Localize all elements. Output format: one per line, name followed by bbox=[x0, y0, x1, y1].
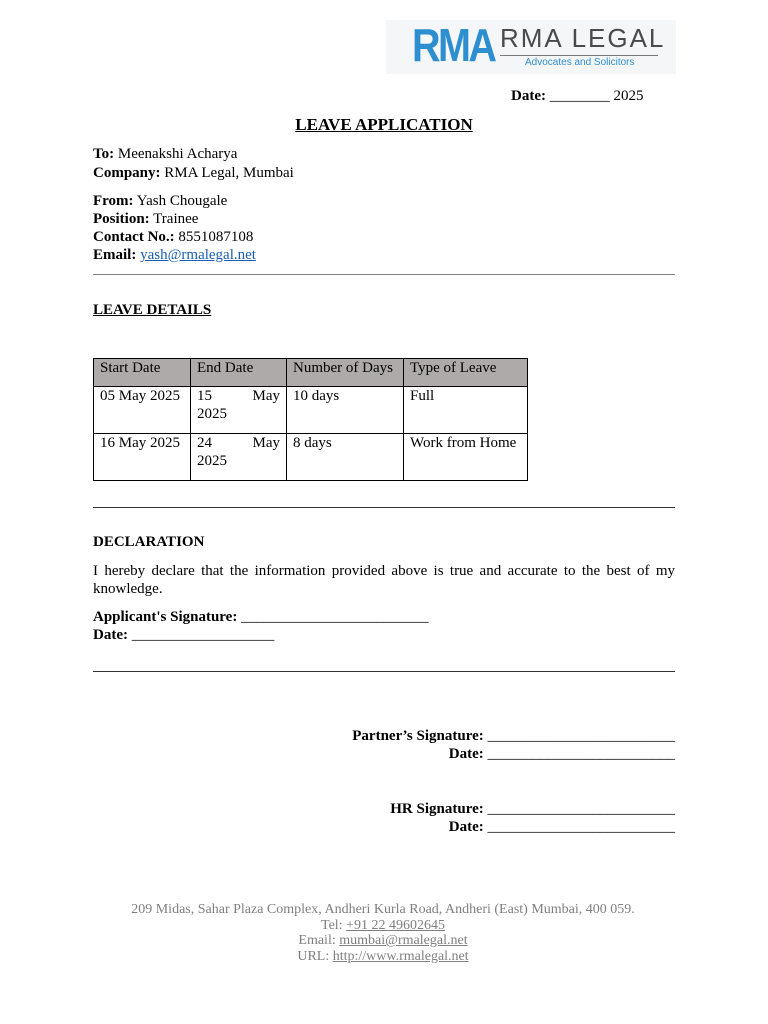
end-date-day-month bbox=[197, 434, 280, 452]
email-line bbox=[93, 246, 256, 264]
table-header-row bbox=[94, 359, 528, 387]
divider bbox=[93, 671, 675, 672]
footer-tel-link[interactable]: +91 22 49602645 bbox=[346, 917, 445, 933]
table-row bbox=[94, 434, 528, 481]
divider bbox=[93, 507, 675, 508]
document-date bbox=[511, 87, 643, 105]
column-header-end-date: End Date bbox=[191, 359, 287, 387]
logo-wordmark: RMA LEGAL bbox=[500, 23, 666, 53]
applicant-signature-line bbox=[93, 608, 429, 626]
position-line bbox=[93, 210, 198, 228]
date-year: 2025 bbox=[613, 88, 644, 104]
applicant-date-label: Date: bbox=[93, 627, 128, 643]
hr-date-blank: _________________________ bbox=[487, 819, 675, 835]
contact-label: Contact No.: bbox=[93, 229, 175, 245]
footer-tel bbox=[0, 918, 766, 934]
footer-email-link[interactable]: mumbai@rmalegal.net bbox=[339, 933, 468, 948]
to-label: To: bbox=[93, 146, 115, 162]
footer bbox=[0, 902, 766, 964]
logo-tagline: Advocates and Solicitors bbox=[525, 57, 635, 68]
leave-table bbox=[93, 358, 528, 481]
company-value: RMA Legal, Mumbai bbox=[164, 165, 294, 181]
footer-url bbox=[0, 949, 766, 965]
cell-number-of-days: 8 days bbox=[287, 434, 404, 481]
cell-type-of-leave: Full bbox=[404, 387, 528, 434]
partner-signature-blank: _________________________ bbox=[487, 728, 675, 744]
partner-signature-label: Partner’s Signature: bbox=[352, 728, 484, 744]
applicant-signature-label: Applicant's Signature: bbox=[93, 609, 238, 625]
column-header-start-date: Start Date bbox=[94, 359, 191, 387]
column-header-type-of-leave: Type of Leave bbox=[404, 359, 528, 387]
to-line bbox=[93, 145, 237, 163]
company-label: Company: bbox=[93, 165, 161, 181]
partner-date-label: Date: bbox=[448, 746, 484, 762]
footer-url-link[interactable]: http://www.rmalegal.net bbox=[332, 948, 469, 964]
logo-mark: RMA bbox=[412, 19, 495, 71]
table-row bbox=[94, 387, 528, 434]
applicant-date-blank: ___________________ bbox=[131, 627, 275, 643]
hr-signature-line bbox=[390, 800, 675, 818]
declaration-text: I hereby declare that the information provided above is true and accurate to the best of my knowledge. bbox=[93, 563, 675, 597]
footer-email bbox=[0, 933, 766, 949]
email-link[interactable]: yash@rmalegal.net bbox=[140, 247, 256, 263]
hr-signature-blank: _________________________ bbox=[487, 801, 675, 817]
end-date-year: 2025 bbox=[197, 453, 227, 469]
divider bbox=[93, 274, 675, 275]
hr-date-label: Date: bbox=[448, 819, 484, 835]
column-header-number-of-days: Number of Days bbox=[287, 359, 404, 387]
cell-start-date: 16 May 2025 bbox=[94, 434, 191, 481]
hr-signature-label: HR Signature: bbox=[390, 801, 484, 817]
partner-signature-line bbox=[352, 727, 675, 745]
declaration-heading: DECLARATION bbox=[93, 534, 205, 550]
from-value: Yash Chougale bbox=[136, 193, 228, 209]
end-date-day: 24 bbox=[197, 435, 212, 451]
company-logo bbox=[386, 20, 676, 74]
end-date-day-month bbox=[197, 387, 280, 405]
cell-end-date bbox=[191, 387, 287, 434]
from-label: From: bbox=[93, 193, 134, 209]
cell-number-of-days: 10 days bbox=[287, 387, 404, 434]
date-label: Date: bbox=[511, 88, 546, 104]
end-date-day: 15 bbox=[197, 388, 212, 404]
leave-details-heading: LEAVE DETAILS bbox=[93, 302, 212, 318]
page-title: LEAVE APPLICATION bbox=[295, 115, 473, 134]
to-value: Meenakshi Acharya bbox=[117, 146, 238, 162]
end-date-month: May bbox=[252, 388, 280, 404]
hr-date-line bbox=[449, 818, 675, 836]
applicant-date-line bbox=[93, 626, 274, 644]
cell-end-date bbox=[191, 434, 287, 481]
from-line bbox=[93, 192, 227, 210]
footer-email-label: Email: bbox=[298, 933, 336, 948]
applicant-signature-blank: _________________________ bbox=[241, 609, 429, 625]
contact-line bbox=[93, 228, 253, 246]
footer-tel-label: Tel: bbox=[321, 917, 343, 933]
footer-url-label: URL: bbox=[297, 948, 330, 964]
position-value: Trainee bbox=[153, 211, 199, 227]
cell-type-of-leave: Work from Home bbox=[404, 434, 528, 481]
contact-value: 8551087108 bbox=[178, 229, 254, 245]
end-date-month: May bbox=[252, 435, 280, 451]
date-blank: ________ bbox=[549, 88, 610, 104]
company-line bbox=[93, 164, 294, 182]
partner-date-line bbox=[449, 745, 675, 763]
footer-address: 209 Midas, Sahar Plaza Complex, Andheri Kurla Road, Andheri (East) Mumbai, 400 059. bbox=[131, 902, 635, 917]
position-label: Position: bbox=[93, 211, 150, 227]
end-date-year: 2025 bbox=[197, 406, 227, 422]
cell-start-date: 05 May 2025 bbox=[94, 387, 191, 434]
partner-date-blank: _________________________ bbox=[487, 746, 675, 762]
email-label: Email: bbox=[93, 247, 137, 263]
